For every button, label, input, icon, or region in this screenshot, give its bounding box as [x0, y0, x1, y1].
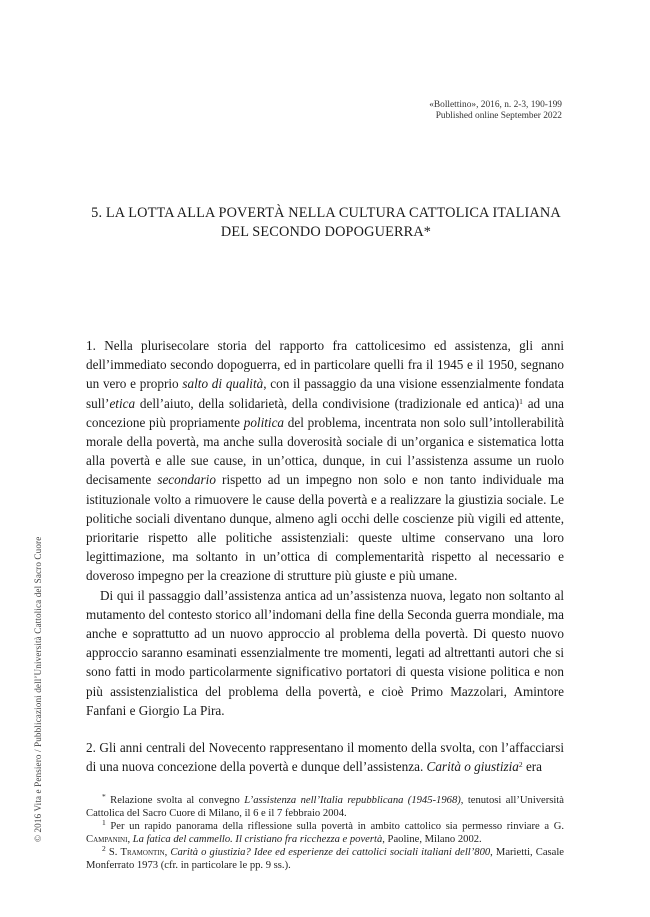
footnote-ref-1[interactable]: 1: [519, 396, 523, 406]
running-header: [429, 100, 562, 122]
footnote-star: [86, 792, 564, 821]
text-span: Relazione svolta al convegno: [105, 795, 245, 806]
italic-span: politica: [243, 414, 285, 430]
text-span: , tenutosi all’Università Cattolica del Sacro Cuore di Milano, il 6 e il 7 febbraio 2004.: [86, 795, 564, 819]
paragraph-3: [86, 738, 564, 776]
footnote-2: [86, 843, 564, 873]
text-span: , con il passaggio da una visione essenzialmente fondata sull’: [86, 376, 565, 411]
footnote-mark: 2: [102, 843, 106, 853]
journal-citation: «Bollettino», 2016, n. 2-3, 190-199: [429, 100, 562, 110]
footnote-mark: 1: [102, 817, 106, 827]
italic-span: Carità o giustizia: [426, 759, 519, 775]
chapter-title: [86, 204, 566, 242]
italic-span: Carità o giustizia? Idee ed esperienze dei cattolici sociali italiani dell’800: [170, 846, 491, 858]
text-span: , Marietti, Casale Monferrato 1973 (cfr. in particolare le pp. 9 ss.).: [86, 846, 564, 871]
text-span: Per un rapido panorama della riflessione sulla povertà in ambito cattolico sia permesso rinviare a G.: [105, 820, 564, 832]
text-span: , Paoline, Milano 2002.: [382, 833, 482, 845]
text-span: S.: [105, 846, 121, 858]
text-span: ,: [127, 833, 133, 845]
italic-span: etica: [109, 395, 136, 411]
main-text: [86, 336, 564, 776]
paragraph-1: [86, 336, 564, 586]
italic-span: La fatica del cammello. Il cristiano fra ricchezza e povertà: [132, 833, 383, 845]
publication-date: Published online September 2022: [435, 111, 562, 121]
footnote-1: [86, 817, 564, 847]
text-span: dell’aiuto, della solidarietà, della condivisione (tradizionale ed antica): [135, 395, 520, 411]
author-name: Tramontin: [120, 846, 165, 858]
italic-span: secondario: [157, 472, 216, 488]
text-span: del problema, incentrata non solo sull’intollerabilità morale della povertà, ma anche sulla doverosità sociale di un’organica e sistematica lotta alla povertà e alle sue cause, in un’ottica, dunque, in cui l’assistenza assume un ruolo decisamente: [86, 414, 564, 488]
paragraph-2: Di qui il passaggio dall’assistenza antica ad un’assistenza nuova, legato non soltanto al mutamento del contesto storico all’indomani della fine della Seconda guerra mondiale, ma anche e soprattutto ad un nuovo approccio al problema della povertà. Di questo nuovo approccio saranno esaminati essenzialmente tre momenti, legati ad altrettanti autori che si sono fatti in modo particolarmente significativo portatori di questa visione politica e non più assistenzialistica del problema della povertà, e cioè Primo Mazzolari, Amintore Fanfani e Giorgio La Pira.: [86, 587, 564, 718]
text-span: ad una concezione più propriamente: [86, 395, 564, 430]
text-span: ,: [164, 846, 171, 858]
title-line-2: DEL SECONDO DOPOGUERRA*: [220, 224, 432, 240]
footnote-ref-2[interactable]: 2: [518, 760, 523, 770]
title-line-1: 5. LA LOTTA ALLA POVERTÀ NELLA CULTURA CATTOLICA ITALIANA: [91, 205, 561, 221]
copyright-notice: © 2016 Vita e Pensiero / Pubblicazioni dell’Università Cattolica del Sacro Cuore: [33, 536, 43, 842]
footnotes: [86, 792, 564, 872]
text-span: 2. Gli anni centrali del Novecento rappresentano il momento della svolta, con l’affacciarsi di una nuova concezione della povertà e dunque dell’assistenza.: [86, 740, 564, 775]
text-span: era: [522, 759, 543, 775]
footnote-mark: *: [102, 792, 106, 801]
italic-span: L’assistenza nell’Italia repubblicana (1945-1968): [244, 795, 461, 806]
text-span: rispetto ad un impegno non solo e non tanto individuale ma istituzionale volto a rimuovere le cause della povertà e a realizzare la giustizia sociale. Le politiche sociali diventano dunque, almeno agli occhi delle coscienze più vigili ed attente, prioritarie rispetto alle politiche assistenziali: queste ultime conservano una loro legittimazione, ma soltanto in un’ottica di complementarità rispetto al necessario e doveroso impegno per la creazione di strutture più giuste e più umane.: [86, 472, 564, 584]
author-name: Campanini: [86, 833, 128, 845]
italic-span: salto di qualità: [182, 376, 264, 392]
text-span: 1. Nella plurisecolare storia del rapporto fra cattolicesimo ed assistenza, gli anni dell’immediato secondo dopoguerra, ed in particolare quelli fra il 1945 e il 1950, segnano un vero e proprio: [86, 338, 564, 392]
